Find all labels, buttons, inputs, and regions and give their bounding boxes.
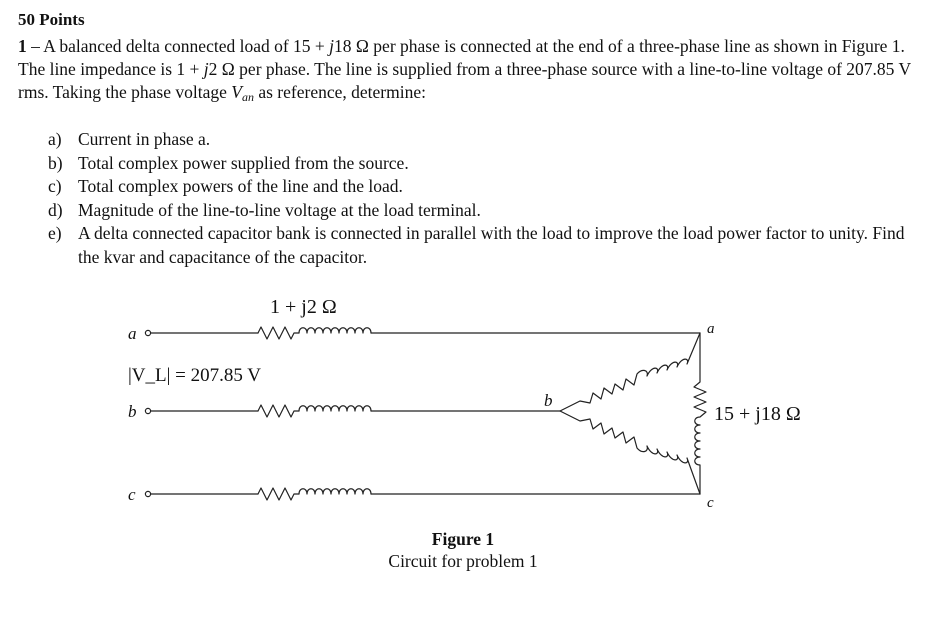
- line-a-inductor: [299, 328, 371, 333]
- problem-text-3: 2 Ω per phase. The line is supplied from a three-phase source with a line-to-line voltage of 207.85 V rms. Taking the phase voltage: [18, 59, 911, 102]
- load-node-label-a: a: [707, 321, 715, 337]
- part-text: Total complex power supplied from the source.: [78, 152, 409, 173]
- part-text: Magnitude of the line-to-line voltage at the load terminal.: [78, 199, 481, 220]
- figure-caption: [333, 528, 593, 572]
- delta-branch-ab: [560, 333, 700, 411]
- problem-voltage-symbol: V: [231, 82, 242, 102]
- part-marker: d): [48, 199, 63, 220]
- source-terminal-a: [145, 330, 150, 335]
- problem-j-2: j: [203, 59, 209, 79]
- load-node-label-b: b: [544, 391, 553, 410]
- load-impedance-label: 15 + j18 Ω: [714, 403, 801, 425]
- problem-voltage-subscript: an: [241, 90, 254, 104]
- load-node-label-c: c: [707, 495, 714, 511]
- delta-branch-bc: [560, 411, 700, 494]
- line-b-resistor: [258, 405, 299, 417]
- line-c-resistor: [258, 488, 299, 500]
- line-c-inductor: [299, 489, 371, 494]
- source-terminal-b: [145, 408, 150, 413]
- problem-j-1: j: [329, 36, 335, 56]
- part-text: Total complex powers of the line and the load.: [78, 176, 403, 196]
- part-marker: b): [48, 152, 63, 173]
- source-terminal-c: [145, 491, 150, 496]
- line-voltage-label: |V_L| = 207.85 V: [128, 365, 262, 386]
- line-b-inductor: [299, 406, 371, 411]
- part-marker: a): [48, 129, 62, 149]
- points-heading: 50 Points: [18, 10, 85, 29]
- line-a-resistor: [258, 327, 299, 339]
- figure-subtitle: Circuit for problem 1: [388, 551, 538, 571]
- problem-text-1: A balanced delta connected load of 15 +: [43, 36, 330, 56]
- source-label-a: a: [128, 324, 137, 343]
- problem-dash: –: [26, 36, 44, 56]
- problem-number: 1: [18, 36, 27, 56]
- part-marker: c): [48, 176, 62, 196]
- figure-title: Figure 1: [431, 529, 495, 549]
- part-marker: e): [48, 223, 62, 243]
- delta-branch-ca: [694, 333, 706, 494]
- part-text: A delta connected capacitor bank is connected in parallel with the load to improve the load power factor to unity. Find the kvar and capacitance of the capacitor.: [78, 223, 905, 267]
- problem-text-4: as reference, determine:: [253, 82, 426, 102]
- source-label-b: b: [128, 402, 137, 421]
- part-text: Current in phase a.: [78, 129, 211, 149]
- problem-text-2: 18 Ω per phase is connected at the end of a three-phase line as shown in Figure 1. The line impedance is 1 +: [18, 36, 905, 79]
- source-label-c: c: [128, 485, 136, 504]
- line-impedance-label: 1 + j2 Ω: [270, 296, 337, 318]
